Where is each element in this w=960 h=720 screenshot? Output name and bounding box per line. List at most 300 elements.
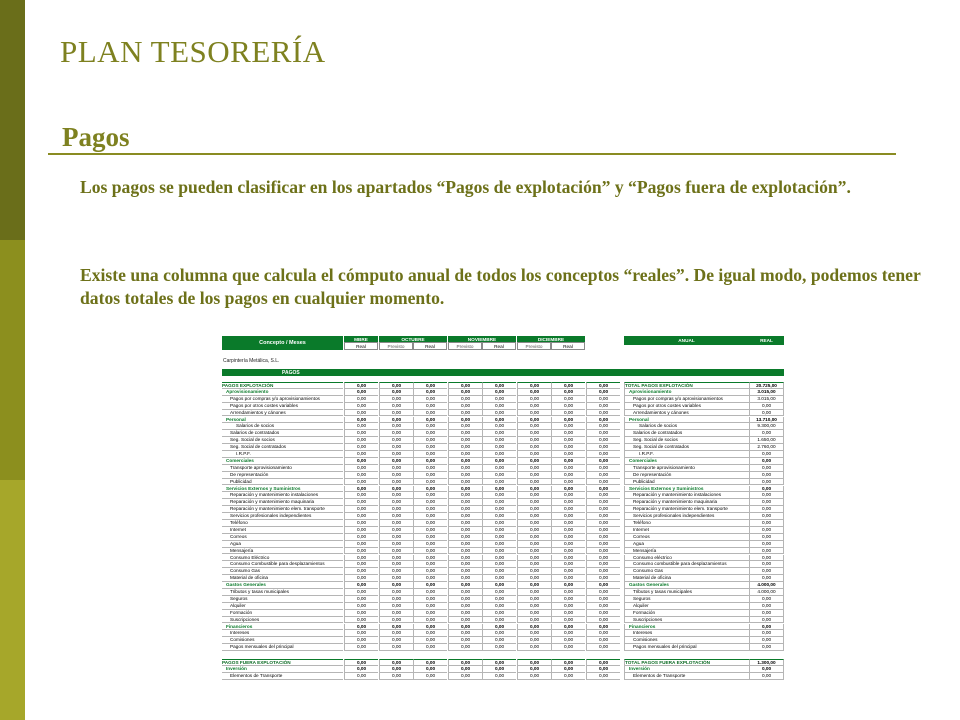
month-value: 0,00 bbox=[586, 575, 620, 582]
month-value: 0,00 bbox=[413, 472, 447, 479]
month-value: 0,00 bbox=[586, 527, 620, 534]
month-value: 0,00 bbox=[551, 603, 585, 610]
month-value: 0,00 bbox=[379, 568, 413, 575]
month-value: 0,00 bbox=[586, 423, 620, 430]
row-label: Pagos mensuales del principal bbox=[222, 644, 343, 651]
month-value: 0,00 bbox=[413, 610, 447, 617]
month-value: 0,00 bbox=[586, 451, 620, 458]
table-row bbox=[222, 423, 784, 430]
month-value: 0,00 bbox=[344, 506, 378, 513]
annual-value: 20.725,00 bbox=[749, 382, 784, 389]
month-value: 0,00 bbox=[344, 555, 378, 562]
row-label: Inversión bbox=[222, 666, 343, 673]
subheader: Previsto bbox=[448, 342, 482, 350]
annual-value: 0,00 bbox=[749, 492, 784, 499]
month-value: 0,00 bbox=[482, 417, 516, 424]
month-value: 0,00 bbox=[448, 417, 482, 424]
month-value: 0,00 bbox=[413, 534, 447, 541]
subheader: Real bbox=[551, 342, 585, 350]
subheader: Real bbox=[344, 342, 378, 350]
real-header: REAL bbox=[749, 336, 784, 345]
month-value: 0,00 bbox=[586, 417, 620, 424]
month-value: 0,00 bbox=[448, 410, 482, 417]
month-value: 0,00 bbox=[413, 624, 447, 631]
month-value: 0,00 bbox=[551, 534, 585, 541]
month-value: 0,00 bbox=[448, 555, 482, 562]
month-value: 0,00 bbox=[344, 458, 378, 465]
month-value: 0,00 bbox=[482, 666, 516, 673]
month-value: 0,00 bbox=[344, 568, 378, 575]
month-value: 0,00 bbox=[413, 417, 447, 424]
month-value: 0,00 bbox=[586, 561, 620, 568]
annual-row-label: Pagos mensuales del principal bbox=[624, 644, 749, 651]
annual-row-label: Salarios de contratados bbox=[624, 430, 749, 437]
month-value: 0,00 bbox=[448, 513, 482, 520]
month-value: 0,00 bbox=[482, 589, 516, 596]
annual-value: 0,00 bbox=[749, 506, 784, 513]
annual-value: 4.000,00 bbox=[749, 589, 784, 596]
annual-row-label: Consumo eléctrico bbox=[624, 555, 749, 562]
month-value: 0,00 bbox=[413, 644, 447, 651]
month-value: 0,00 bbox=[379, 520, 413, 527]
annual-row-label: Arrendamientos y cánones bbox=[624, 410, 749, 417]
month-value: 0,00 bbox=[517, 561, 551, 568]
month-value: 0,00 bbox=[344, 410, 378, 417]
month-value: 0,00 bbox=[551, 506, 585, 513]
month-value: 0,00 bbox=[551, 403, 585, 410]
month-value: 0,00 bbox=[448, 673, 482, 680]
annual-value: 2.760,00 bbox=[749, 444, 784, 451]
month-value: 0,00 bbox=[379, 410, 413, 417]
month-value: 0,00 bbox=[448, 527, 482, 534]
row-label: Internet bbox=[222, 527, 343, 534]
month-value: 0,00 bbox=[413, 548, 447, 555]
annual-row-label: Financieros bbox=[624, 624, 749, 631]
month-value: 0,00 bbox=[413, 513, 447, 520]
month-value: 0,00 bbox=[482, 389, 516, 396]
annual-value: 0,00 bbox=[749, 451, 784, 458]
table-row bbox=[222, 465, 784, 472]
annual-value: 0,00 bbox=[749, 555, 784, 562]
month-value: 0,00 bbox=[482, 520, 516, 527]
month-value: 0,00 bbox=[448, 458, 482, 465]
month-value: 0,00 bbox=[482, 561, 516, 568]
subheader: Previsto bbox=[517, 342, 551, 350]
month-value: 0,00 bbox=[344, 666, 378, 673]
annual-row-label: Comerciales bbox=[624, 458, 749, 465]
month-value: 0,00 bbox=[586, 630, 620, 637]
month-value: 0,00 bbox=[344, 644, 378, 651]
month-value: 0,00 bbox=[413, 451, 447, 458]
month-value: 0,00 bbox=[448, 568, 482, 575]
row-label: Pagos por compras y/o aprovisionamientos bbox=[222, 396, 343, 403]
month-value: 0,00 bbox=[379, 575, 413, 582]
month-value: 0,00 bbox=[551, 527, 585, 534]
month-value: 0,00 bbox=[344, 673, 378, 680]
annual-row-label: Reparación y mantenimiento maquinaria bbox=[624, 499, 749, 506]
month-value: 0,00 bbox=[344, 659, 378, 666]
annual-row-label: Seguros bbox=[624, 596, 749, 603]
month-value: 0,00 bbox=[551, 520, 585, 527]
month-value: 0,00 bbox=[551, 582, 585, 589]
month-value: 0,00 bbox=[344, 603, 378, 610]
month-value: 0,00 bbox=[482, 644, 516, 651]
month-value: 0,00 bbox=[482, 472, 516, 479]
month-value: 0,00 bbox=[379, 499, 413, 506]
annual-row-label: Internet bbox=[624, 527, 749, 534]
month-value: 0,00 bbox=[482, 499, 516, 506]
month-value: 0,00 bbox=[379, 624, 413, 631]
month-value: 0,00 bbox=[482, 534, 516, 541]
month-value: 0,00 bbox=[344, 423, 378, 430]
table-row bbox=[222, 582, 784, 589]
table-row bbox=[222, 644, 784, 651]
month-value: 0,00 bbox=[413, 396, 447, 403]
row-label: Alquiler bbox=[222, 603, 343, 610]
month-value: 0,00 bbox=[586, 534, 620, 541]
month-value: 0,00 bbox=[586, 465, 620, 472]
month-value: 0,00 bbox=[482, 479, 516, 486]
month-value: 0,00 bbox=[344, 637, 378, 644]
row-label: De representación bbox=[222, 472, 343, 479]
month-value: 0,00 bbox=[448, 389, 482, 396]
annual-row-label: Pagos por otros costes variables bbox=[624, 403, 749, 410]
month-value: 0,00 bbox=[551, 451, 585, 458]
row-label: Consumo Combustible para desplazamientos bbox=[222, 561, 343, 568]
month-value: 0,00 bbox=[448, 520, 482, 527]
month-value: 0,00 bbox=[344, 624, 378, 631]
month-value: 0,00 bbox=[379, 486, 413, 493]
month-value: 0,00 bbox=[379, 458, 413, 465]
annual-row-label: Formación bbox=[624, 610, 749, 617]
month-value: 0,00 bbox=[586, 403, 620, 410]
month-value: 0,00 bbox=[448, 506, 482, 513]
month-value: 0,00 bbox=[448, 575, 482, 582]
section-divider bbox=[48, 153, 896, 155]
month-value: 0,00 bbox=[586, 444, 620, 451]
month-value: 0,00 bbox=[344, 520, 378, 527]
annual-row-label: Suscripciones bbox=[624, 617, 749, 624]
month-value: 0,00 bbox=[379, 555, 413, 562]
month-value: 0,00 bbox=[586, 637, 620, 644]
month-value: 0,00 bbox=[448, 596, 482, 603]
month-value: 0,00 bbox=[482, 659, 516, 666]
subheader: Real bbox=[482, 342, 516, 350]
paragraph-classification: Los pagos se pueden clasificar en los apartados “Pagos de explotación” y “Pagos fuera de explotación”. bbox=[80, 177, 851, 197]
month-value: 0,00 bbox=[448, 382, 482, 389]
month-value: 0,00 bbox=[517, 479, 551, 486]
annual-value: 0,00 bbox=[749, 561, 784, 568]
month-value: 0,00 bbox=[344, 396, 378, 403]
annual-row-label: Elementos de Transporte bbox=[624, 673, 749, 680]
table-row bbox=[222, 541, 784, 548]
annual-value: 0,00 bbox=[749, 617, 784, 624]
month-value: 0,00 bbox=[517, 437, 551, 444]
table-row bbox=[222, 534, 784, 541]
month-value: 0,00 bbox=[517, 451, 551, 458]
month-value: 0,00 bbox=[482, 575, 516, 582]
month-value: 0,00 bbox=[551, 458, 585, 465]
month-value: 0,00 bbox=[379, 617, 413, 624]
table-row bbox=[222, 444, 784, 451]
month-value: 0,00 bbox=[379, 666, 413, 673]
month-header: MBRE bbox=[344, 336, 378, 342]
month-value: 0,00 bbox=[517, 472, 551, 479]
annual-value: 9.300,00 bbox=[749, 423, 784, 430]
row-label: Gastos Generales bbox=[222, 582, 343, 589]
month-value: 0,00 bbox=[379, 479, 413, 486]
month-value: 0,00 bbox=[551, 444, 585, 451]
month-value: 0,00 bbox=[413, 389, 447, 396]
month-value: 0,00 bbox=[586, 513, 620, 520]
month-value: 0,00 bbox=[517, 410, 551, 417]
month-value: 0,00 bbox=[586, 520, 620, 527]
slide-title: PLAN TESORERÍA bbox=[60, 34, 326, 69]
month-value: 0,00 bbox=[586, 430, 620, 437]
month-value: 0,00 bbox=[448, 472, 482, 479]
month-value: 0,00 bbox=[482, 513, 516, 520]
month-value: 0,00 bbox=[551, 472, 585, 479]
month-value: 0,00 bbox=[379, 527, 413, 534]
month-value: 0,00 bbox=[448, 451, 482, 458]
table-row bbox=[222, 389, 784, 396]
month-value: 0,00 bbox=[517, 575, 551, 582]
table-row bbox=[222, 575, 784, 582]
month-value: 0,00 bbox=[551, 479, 585, 486]
month-value: 0,00 bbox=[482, 451, 516, 458]
month-value: 0,00 bbox=[482, 555, 516, 562]
month-value: 0,00 bbox=[551, 417, 585, 424]
row-label: Teléfono bbox=[222, 520, 343, 527]
annual-value: 0,00 bbox=[749, 548, 784, 555]
month-value: 0,00 bbox=[448, 610, 482, 617]
subheader: Real bbox=[413, 342, 447, 350]
annual-value: 0,00 bbox=[749, 479, 784, 486]
month-value: 0,00 bbox=[586, 603, 620, 610]
month-value: 0,00 bbox=[344, 465, 378, 472]
month-value: 0,00 bbox=[482, 582, 516, 589]
row-label: Seg. Social de socios bbox=[222, 437, 343, 444]
table-row bbox=[222, 617, 784, 624]
month-value: 0,00 bbox=[551, 430, 585, 437]
month-value: 0,00 bbox=[586, 472, 620, 479]
annual-row-label: Seg. Social de contratados bbox=[624, 444, 749, 451]
annual-row-label: Alquiler bbox=[624, 603, 749, 610]
month-value: 0,00 bbox=[517, 506, 551, 513]
table-row bbox=[222, 659, 784, 666]
month-value: 0,00 bbox=[344, 575, 378, 582]
month-value: 0,00 bbox=[448, 437, 482, 444]
month-value: 0,00 bbox=[413, 541, 447, 548]
month-value: 0,00 bbox=[482, 568, 516, 575]
month-value: 0,00 bbox=[344, 513, 378, 520]
row-label: Tributos y tasas municipales bbox=[222, 589, 343, 596]
month-value: 0,00 bbox=[482, 486, 516, 493]
month-value: 0,00 bbox=[482, 617, 516, 624]
table-row bbox=[222, 437, 784, 444]
month-value: 0,00 bbox=[517, 486, 551, 493]
month-value: 0,00 bbox=[482, 541, 516, 548]
month-value: 0,00 bbox=[344, 582, 378, 589]
month-value: 0,00 bbox=[413, 458, 447, 465]
month-value: 0,00 bbox=[482, 610, 516, 617]
row-label: Arrendamientos y cánones bbox=[222, 410, 343, 417]
annual-row-label: Gastos Generales bbox=[624, 582, 749, 589]
month-value: 0,00 bbox=[586, 499, 620, 506]
row-label: Consumo Gas bbox=[222, 568, 343, 575]
month-value: 0,00 bbox=[379, 541, 413, 548]
month-value: 0,00 bbox=[551, 617, 585, 624]
month-value: 0,00 bbox=[517, 396, 551, 403]
row-label: Consumo Eléctrico bbox=[222, 555, 343, 562]
month-value: 0,00 bbox=[379, 382, 413, 389]
month-value: 0,00 bbox=[551, 596, 585, 603]
month-value: 0,00 bbox=[344, 492, 378, 499]
table-row bbox=[222, 403, 784, 410]
annual-value: 0,00 bbox=[749, 568, 784, 575]
month-value: 0,00 bbox=[517, 589, 551, 596]
month-value: 0,00 bbox=[379, 396, 413, 403]
month-value: 0,00 bbox=[482, 465, 516, 472]
row-label: Aprovisionamiento bbox=[222, 389, 343, 396]
month-value: 0,00 bbox=[517, 423, 551, 430]
month-value: 0,00 bbox=[551, 659, 585, 666]
month-value: 0,00 bbox=[551, 666, 585, 673]
row-label: Reparación y mantenimiento elem. transporte bbox=[222, 506, 343, 513]
month-value: 0,00 bbox=[344, 403, 378, 410]
month-value: 0,00 bbox=[551, 541, 585, 548]
annual-value: 0,00 bbox=[749, 486, 784, 493]
month-value: 0,00 bbox=[413, 479, 447, 486]
month-value: 0,00 bbox=[379, 637, 413, 644]
table-row bbox=[222, 382, 784, 389]
month-value: 0,00 bbox=[379, 444, 413, 451]
table-row bbox=[222, 555, 784, 562]
month-value: 0,00 bbox=[413, 637, 447, 644]
annual-row-label: TOTAL PAGOS EXPLOTACIÓN bbox=[624, 382, 749, 389]
month-value: 0,00 bbox=[344, 630, 378, 637]
month-value: 0,00 bbox=[379, 596, 413, 603]
month-value: 0,00 bbox=[482, 423, 516, 430]
table-row bbox=[222, 506, 784, 513]
annual-row-label: Personal bbox=[624, 417, 749, 424]
annual-value: 0,00 bbox=[749, 596, 784, 603]
month-value: 0,00 bbox=[551, 465, 585, 472]
month-value: 0,00 bbox=[448, 561, 482, 568]
month-value: 0,00 bbox=[379, 472, 413, 479]
row-label: Personal bbox=[222, 417, 343, 424]
month-value: 0,00 bbox=[517, 582, 551, 589]
month-value: 0,00 bbox=[551, 410, 585, 417]
annual-row-label: Aprovisionamiento bbox=[624, 389, 749, 396]
month-value: 0,00 bbox=[551, 437, 585, 444]
month-value: 0,00 bbox=[413, 666, 447, 673]
month-value: 0,00 bbox=[517, 644, 551, 651]
month-value: 0,00 bbox=[517, 630, 551, 637]
month-value: 0,00 bbox=[344, 534, 378, 541]
annual-value: 0,00 bbox=[749, 520, 784, 527]
month-value: 0,00 bbox=[448, 396, 482, 403]
month-value: 0,00 bbox=[413, 403, 447, 410]
month-value: 0,00 bbox=[517, 499, 551, 506]
row-label: Salarios de contratados bbox=[222, 430, 343, 437]
month-value: 0,00 bbox=[344, 499, 378, 506]
month-value: 0,00 bbox=[517, 637, 551, 644]
month-value: 0,00 bbox=[344, 486, 378, 493]
annual-value: 0,00 bbox=[749, 637, 784, 644]
annual-row-label: Servicios Externos y Suministros bbox=[624, 486, 749, 493]
month-value: 0,00 bbox=[482, 444, 516, 451]
table-row bbox=[222, 513, 784, 520]
accent-band-bottom bbox=[0, 480, 25, 720]
table-row bbox=[222, 499, 784, 506]
row-label: Correos bbox=[222, 534, 343, 541]
row-label: Reparación y mantenimiento maquinaria bbox=[222, 499, 343, 506]
month-value: 0,00 bbox=[448, 617, 482, 624]
annual-row-label: Agua bbox=[624, 541, 749, 548]
annual-row-label: Pagos por compras y/o aprovisionamientos bbox=[624, 396, 749, 403]
annual-row-label: Comisiones bbox=[624, 637, 749, 644]
table-row bbox=[222, 472, 784, 479]
month-value: 0,00 bbox=[448, 637, 482, 644]
month-value: 0,00 bbox=[551, 492, 585, 499]
month-value: 0,00 bbox=[413, 382, 447, 389]
annual-header: ANUAL bbox=[624, 336, 749, 345]
table-row bbox=[222, 410, 784, 417]
month-value: 0,00 bbox=[379, 423, 413, 430]
month-value: 0,00 bbox=[448, 582, 482, 589]
month-value: 0,00 bbox=[517, 596, 551, 603]
month-value: 0,00 bbox=[379, 403, 413, 410]
month-value: 0,00 bbox=[586, 617, 620, 624]
table-row bbox=[222, 417, 784, 424]
annual-value: 0,00 bbox=[749, 472, 784, 479]
month-header: NOVIEMBRE bbox=[448, 336, 516, 342]
month-value: 0,00 bbox=[413, 410, 447, 417]
month-value: 0,00 bbox=[413, 520, 447, 527]
month-value: 0,00 bbox=[413, 499, 447, 506]
month-value: 0,00 bbox=[379, 389, 413, 396]
month-value: 0,00 bbox=[482, 403, 516, 410]
annual-value: 0,00 bbox=[749, 465, 784, 472]
month-value: 0,00 bbox=[379, 548, 413, 555]
row-label: Transporte aprovisionamiento bbox=[222, 465, 343, 472]
month-value: 0,00 bbox=[517, 534, 551, 541]
table-row bbox=[222, 396, 784, 403]
month-value: 0,00 bbox=[517, 610, 551, 617]
month-value: 0,00 bbox=[344, 617, 378, 624]
month-value: 0,00 bbox=[379, 437, 413, 444]
month-value: 0,00 bbox=[448, 589, 482, 596]
row-label: Salarios de socios bbox=[222, 423, 343, 430]
annual-value: 0,00 bbox=[749, 673, 784, 680]
month-value: 0,00 bbox=[586, 389, 620, 396]
annual-row-label: TOTAL PAGOS FUERA EXPLOTACIÓN bbox=[624, 659, 749, 666]
table-row bbox=[222, 568, 784, 575]
month-value: 0,00 bbox=[413, 589, 447, 596]
month-value: 0,00 bbox=[448, 541, 482, 548]
month-value: 0,00 bbox=[344, 527, 378, 534]
annual-value: 0,00 bbox=[749, 534, 784, 541]
annual-value: 0,00 bbox=[749, 575, 784, 582]
month-value: 0,00 bbox=[517, 444, 551, 451]
month-value: 0,00 bbox=[344, 389, 378, 396]
month-value: 0,00 bbox=[586, 458, 620, 465]
annual-row-label: Correos bbox=[624, 534, 749, 541]
row-label: Intereses bbox=[222, 630, 343, 637]
table-row bbox=[222, 430, 784, 437]
month-value: 0,00 bbox=[586, 382, 620, 389]
